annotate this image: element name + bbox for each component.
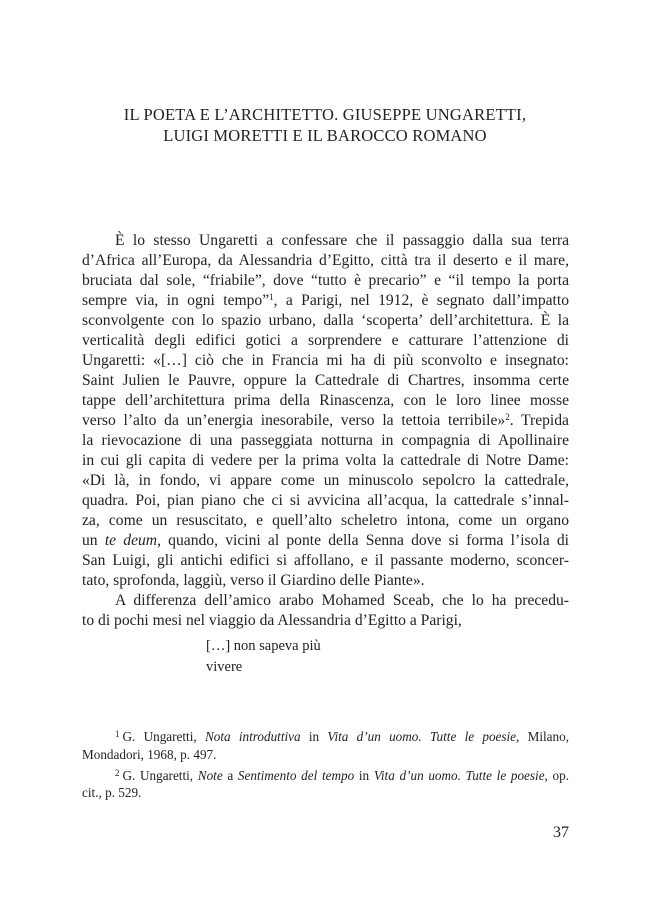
text-line: sconvolgente con lo spazio urbano, dalla ‘scoperta’ dell’architettura. È la: [82, 312, 569, 329]
text-line: tappe dell’architettura prima della Rinascenza, con le loro linee mosse: [82, 392, 569, 409]
text-line: d’Africa all’Europa, da Alessandria d’Egitto, città tra il deserto e il mare,: [82, 252, 569, 269]
text-segment: , Milano,: [516, 729, 569, 744]
text-segment: , quando, vicini al ponte della Senna dove si forma l’isola di: [157, 532, 569, 549]
italic-title: Sentimento del tempo: [237, 768, 355, 783]
text-line: [82, 531, 569, 551]
text-line: Ungaretti: «[…] ciò che in Francia mi ha di più sconvolto e insegnato:: [82, 352, 569, 369]
text-line: «Di là, in fondo, vi appare come un minuscolo sepolcro la cattedrale,: [82, 472, 569, 489]
italic-title: Vita d’un uomo. Tutte le poesie: [373, 768, 545, 783]
text-segment: verso l’alto da un’energia inesorabile, verso la tettoia terribile»: [82, 412, 506, 429]
footnote-2-cont: cit., p. 529.: [82, 785, 142, 800]
text-line: San Luigi, gli antichi edifici si affollano, e il passante moderno, sconcer-: [82, 552, 569, 569]
text-line: tato, sprofonda, laggiù, verso il Giardino delle Piante».: [82, 572, 425, 589]
text-segment: in: [354, 768, 374, 783]
text-line: A differenza dell’amico arabo Mohamed Sceab, che lo ha precedu-: [115, 592, 569, 609]
text-line: [82, 291, 569, 311]
text-line: È lo stesso Ungaretti a confessare che il passaggio dalla sua terra: [115, 232, 569, 249]
italic-title: Vita d’un uomo. Tutte le poesie: [327, 729, 517, 744]
verse-line-2: vivere: [206, 659, 243, 675]
chapter-title-line-2: LUIGI MORETTI E IL BAROCCO ROMANO: [163, 126, 487, 145]
footnote-2: [82, 764, 569, 783]
text-segment: un: [82, 532, 105, 549]
footnote-ref: 2: [505, 412, 510, 422]
text-segment: , op.: [544, 768, 570, 783]
text-line: bruciata dal sole, “friabile”, dove “tutto è precario” e “il tempo la porta: [82, 272, 569, 289]
text-segment: a: [222, 768, 238, 783]
text-segment: G. Ungaretti,: [122, 729, 205, 744]
text-segment: G. Ungaretti,: [122, 768, 198, 783]
chapter-title-line-1: IL POETA E L’ARCHITETTO. GIUSEPPE UNGARETTI,: [123, 105, 527, 124]
italic-title: Note: [197, 768, 223, 783]
page-number: 37: [553, 824, 569, 841]
verse-line-1: […] non sapeva più: [206, 638, 321, 654]
text-line: verticalità degli edifici gotici a sorprendere e catturare l’attenzione di: [82, 332, 569, 349]
text-line: quadra. Poi, pian piano che ci si avvicina all’acqua, la cattedrale s’innal-: [82, 492, 569, 509]
text-segment: , a Parigi, nel 1912, è segnato dall’impatto: [273, 292, 570, 309]
body-text: [82, 231, 569, 631]
text-line: la rievocazione di una passeggiata notturna in compagnia di Apollinaire: [82, 432, 569, 449]
text-segment: in: [300, 729, 328, 744]
footnote-1: [82, 725, 569, 745]
chapter-title: [80, 104, 570, 146]
footnote-ref: 1: [269, 292, 274, 302]
text-segment: sempre via, in ogni tempo”: [82, 292, 270, 309]
text-line: in cui gli capita di vedere per la prima volta la cattedrale di Notre Dame:: [82, 452, 569, 469]
verse-quote: [206, 636, 321, 678]
italic-title: Nota introduttiva: [204, 729, 301, 744]
text-line: Saint Julien le Pauvre, oppure la Cattedrale di Chartres, insomma certe: [82, 372, 569, 389]
footnotes: [82, 725, 569, 802]
footnote-mark: 1: [115, 729, 120, 739]
footnote-mark: 2: [115, 768, 120, 778]
text-segment: . Trepida: [509, 412, 569, 429]
text-line: to di pochi mesi nel viaggio da Alessandria d’Egitto a Parigi,: [82, 612, 462, 629]
text-line: za, come un resuscitato, e quell’alto scheletro intona, come un organo: [82, 512, 569, 529]
italic-term: te deum: [104, 532, 158, 549]
footnote-1-cont: Mondadori, 1968, p. 497.: [82, 747, 217, 762]
text-line: [82, 411, 569, 431]
